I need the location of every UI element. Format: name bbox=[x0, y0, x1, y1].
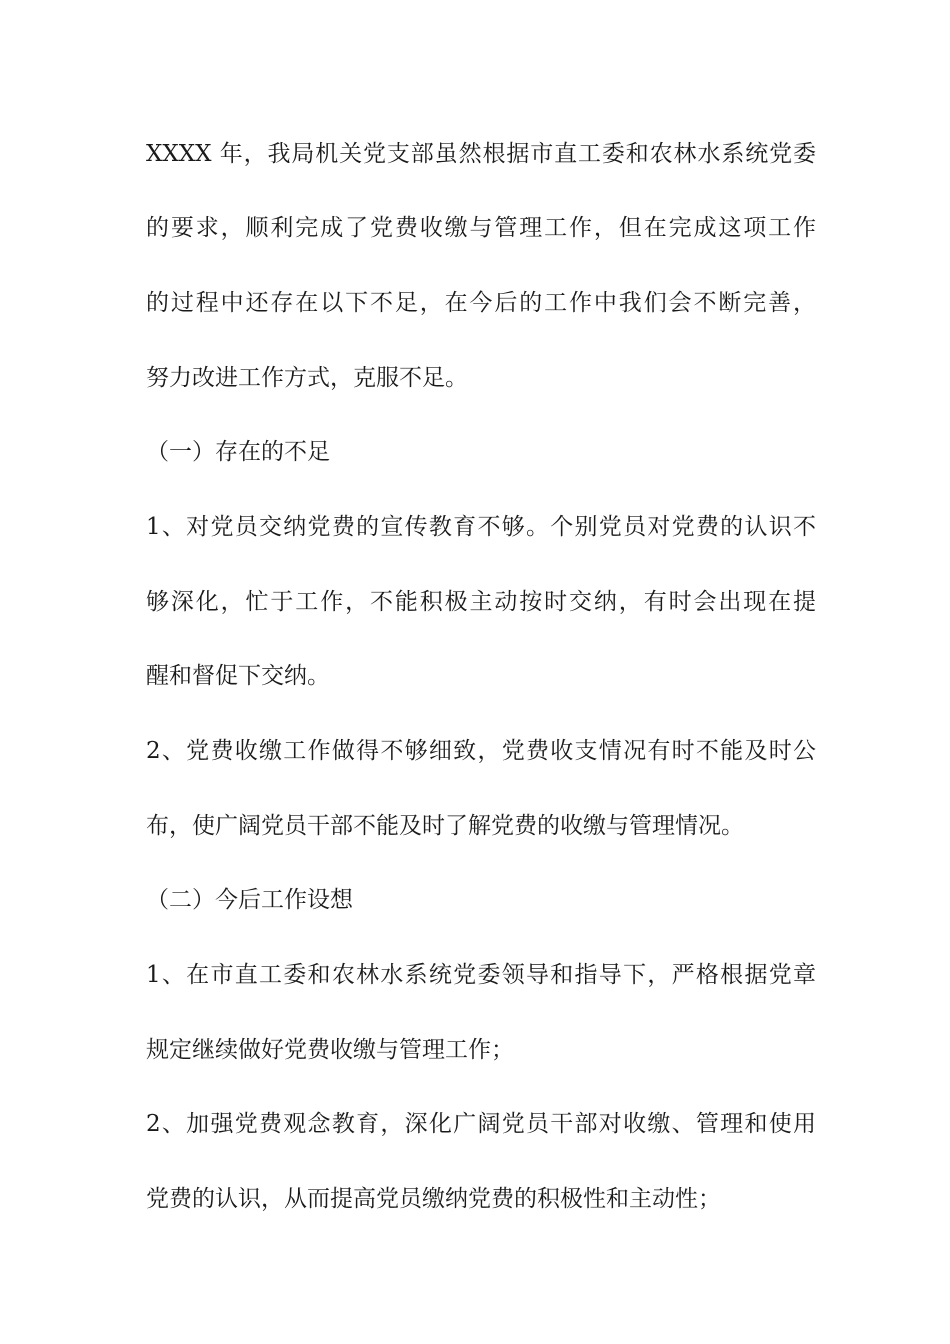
paragraph-line: 够深化，忙于工作，不能积极主动按时交纳，有时会出现在提 bbox=[146, 589, 816, 615]
paragraph-line: 布，使广阔党员干部不能及时了解党费的收缴与管理情况。 bbox=[146, 813, 744, 839]
paragraph-line: 醒和督促下交纳。 bbox=[146, 663, 330, 689]
paragraph-line: 2、加强党费观念教育，深化广阔党员干部对收缴、管理和使用 bbox=[146, 1111, 816, 1137]
paragraph-line: 党费的认识，从而提高党员缴纳党费的积极性和主动性； bbox=[146, 1186, 721, 1212]
paragraph-line: 1、对党员交纳党费的宣传教育不够。个别党员对党费的认识不 bbox=[146, 514, 816, 540]
section-heading: （二）今后工作设想 bbox=[146, 887, 353, 913]
paragraph-line: 规定继续做好党费收缴与管理工作； bbox=[146, 1037, 514, 1063]
paragraph-line: 的过程中还存在以下不足，在今后的工作中我们会不断完善， bbox=[146, 290, 816, 316]
paragraph-line: 的要求，顺利完成了党费收缴与管理工作，但在完成这项工作 bbox=[146, 215, 816, 241]
paragraph-line: 努力改进工作方式，克服不足。 bbox=[146, 365, 468, 391]
section-heading: （一）存在的不足 bbox=[146, 439, 330, 465]
paragraph-line: 1、在市直工委和农林水系统党委领导和指导下，严格根据党章 bbox=[146, 962, 816, 988]
paragraph-line: 2、党费收缴工作做得不够细致，党费收支情况有时不能及时公 bbox=[146, 738, 816, 764]
paragraph-line: XXXX 年，我局机关党支部虽然根据市直工委和农林水系统党委 bbox=[146, 141, 816, 167]
